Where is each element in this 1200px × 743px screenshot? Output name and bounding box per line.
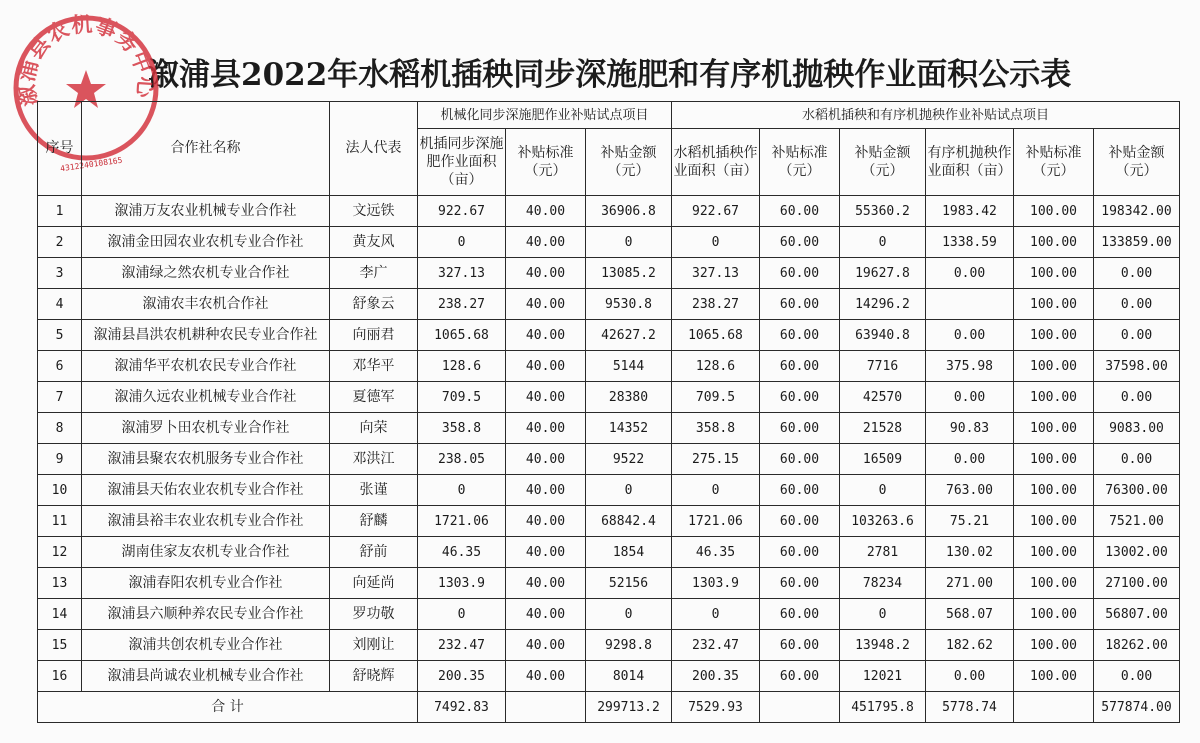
cell-c-area: 0.00	[926, 382, 1014, 413]
header-seq: 序号	[38, 102, 82, 196]
cell-b-std: 60.00	[760, 227, 840, 258]
table-row	[38, 196, 1180, 227]
cell-b-area: 128.6	[672, 351, 760, 382]
header-c-area: 有序机抛秧作业面积（亩）	[926, 129, 1014, 196]
cell-c-amt: 0.00	[1094, 320, 1180, 351]
cell-c-amt: 9083.00	[1094, 413, 1180, 444]
cell-c-std: 100.00	[1014, 289, 1094, 320]
cell-coop-name: 溆浦县裕丰农业农机专业合作社	[82, 506, 330, 537]
cell-c-area: 0.00	[926, 320, 1014, 351]
cell-a-std: 40.00	[506, 475, 586, 506]
cell-a-std: 40.00	[506, 351, 586, 382]
cell-b-std: 60.00	[760, 537, 840, 568]
header-b-std: 补贴标准（元）	[760, 129, 840, 196]
cell-a-amt: 14352	[586, 413, 672, 444]
cell-c-amt: 56807.00	[1094, 599, 1180, 630]
cell-seq: 5	[38, 320, 82, 351]
cell-seq: 16	[38, 661, 82, 692]
cell-coop-name: 溆浦罗卜田农机专业合作社	[82, 413, 330, 444]
cell-coop-name: 溆浦县昌洪农机耕种农民专业合作社	[82, 320, 330, 351]
cell-c-amt: 76300.00	[1094, 475, 1180, 506]
cell-seq: 11	[38, 506, 82, 537]
cell-a-area: 709.5	[418, 382, 506, 413]
total-c-amt: 577874.00	[1094, 692, 1180, 723]
total-c-std	[1014, 692, 1094, 723]
cell-seq: 4	[38, 289, 82, 320]
cell-a-area: 0	[418, 599, 506, 630]
cell-a-area: 0	[418, 227, 506, 258]
cell-b-area: 232.47	[672, 630, 760, 661]
header-a-std: 补贴标准（元）	[506, 129, 586, 196]
cell-a-amt: 36906.8	[586, 196, 672, 227]
cell-b-std: 60.00	[760, 196, 840, 227]
table-row	[38, 258, 1180, 289]
cell-a-std: 40.00	[506, 444, 586, 475]
cell-coop-name: 溆浦县尚诚农业机械专业合作社	[82, 661, 330, 692]
cell-b-std: 60.00	[760, 320, 840, 351]
cell-seq: 9	[38, 444, 82, 475]
cell-seq: 6	[38, 351, 82, 382]
cell-c-area: 182.62	[926, 630, 1014, 661]
cell-a-area: 922.67	[418, 196, 506, 227]
table-row	[38, 537, 1180, 568]
total-a-std	[506, 692, 586, 723]
cell-b-area: 1065.68	[672, 320, 760, 351]
cell-seq: 13	[38, 568, 82, 599]
cell-coop-name: 溆浦华平农机农民专业合作社	[82, 351, 330, 382]
cell-seq: 10	[38, 475, 82, 506]
cell-b-std: 60.00	[760, 289, 840, 320]
cell-seq: 15	[38, 630, 82, 661]
cell-a-std: 40.00	[506, 568, 586, 599]
cell-c-std: 100.00	[1014, 382, 1094, 413]
cell-c-amt: 0.00	[1094, 289, 1180, 320]
cell-a-amt: 9298.8	[586, 630, 672, 661]
cell-seq: 12	[38, 537, 82, 568]
cell-coop-name: 溆浦县聚农农机服务专业合作社	[82, 444, 330, 475]
cell-a-area: 200.35	[418, 661, 506, 692]
cell-a-area: 358.8	[418, 413, 506, 444]
cell-coop-name: 溆浦农丰农机合作社	[82, 289, 330, 320]
cell-a-area: 46.35	[418, 537, 506, 568]
cell-b-area: 709.5	[672, 382, 760, 413]
cell-c-area: 0.00	[926, 444, 1014, 475]
cell-legal-rep: 舒象云	[330, 289, 418, 320]
table-row	[38, 227, 1180, 258]
cell-c-std: 100.00	[1014, 630, 1094, 661]
cell-b-std: 60.00	[760, 444, 840, 475]
cell-b-std: 60.00	[760, 413, 840, 444]
cell-a-area: 238.05	[418, 444, 506, 475]
cell-c-amt: 0.00	[1094, 661, 1180, 692]
cell-b-amt: 12021	[840, 661, 926, 692]
header-group-b: 水稻机插秧和有序机抛秧作业补贴试点项目	[672, 102, 1180, 129]
cell-c-amt: 0.00	[1094, 258, 1180, 289]
cell-legal-rep: 舒麟	[330, 506, 418, 537]
cell-b-area: 0	[672, 227, 760, 258]
total-a-amt: 299713.2	[586, 692, 672, 723]
cell-a-std: 40.00	[506, 599, 586, 630]
cell-b-amt: 19627.8	[840, 258, 926, 289]
header-c-std: 补贴标准（元）	[1014, 129, 1094, 196]
total-b-area: 7529.93	[672, 692, 760, 723]
total-b-amt: 451795.8	[840, 692, 926, 723]
cell-c-std: 100.00	[1014, 537, 1094, 568]
cell-c-area: 75.21	[926, 506, 1014, 537]
cell-a-area: 1065.68	[418, 320, 506, 351]
cell-legal-rep: 张谨	[330, 475, 418, 506]
cell-b-std: 60.00	[760, 382, 840, 413]
cell-c-amt: 37598.00	[1094, 351, 1180, 382]
cell-seq: 3	[38, 258, 82, 289]
cell-b-area: 0	[672, 475, 760, 506]
cell-a-std: 40.00	[506, 289, 586, 320]
cell-legal-rep: 向荣	[330, 413, 418, 444]
header-a-amt: 补贴金额（元）	[586, 129, 672, 196]
cell-b-amt: 78234	[840, 568, 926, 599]
cell-a-std: 40.00	[506, 506, 586, 537]
cell-a-amt: 0	[586, 599, 672, 630]
cell-c-area	[926, 289, 1014, 320]
table-row	[38, 320, 1180, 351]
table-row	[38, 413, 1180, 444]
seal-serial: 4312240108165	[59, 155, 123, 174]
cell-b-amt: 21528	[840, 413, 926, 444]
cell-legal-rep: 罗功敬	[330, 599, 418, 630]
cell-a-amt: 68842.4	[586, 506, 672, 537]
cell-b-amt: 14296.2	[840, 289, 926, 320]
header-a-area: 机插同步深施肥作业面积（亩）	[418, 129, 506, 196]
cell-c-std: 100.00	[1014, 320, 1094, 351]
table-row	[38, 382, 1180, 413]
cell-a-amt: 28380	[586, 382, 672, 413]
cell-a-amt: 8014	[586, 661, 672, 692]
cell-b-std: 60.00	[760, 506, 840, 537]
cell-a-std: 40.00	[506, 630, 586, 661]
cell-legal-rep: 向延尚	[330, 568, 418, 599]
cell-b-area: 200.35	[672, 661, 760, 692]
table-row	[38, 351, 1180, 382]
header-c-amt: 补贴金额（元）	[1094, 129, 1180, 196]
cell-c-amt: 27100.00	[1094, 568, 1180, 599]
cell-b-area: 1303.9	[672, 568, 760, 599]
total-label: 合 计	[38, 692, 418, 723]
cell-a-area: 1303.9	[418, 568, 506, 599]
cell-a-amt: 5144	[586, 351, 672, 382]
cell-c-std: 100.00	[1014, 599, 1094, 630]
cell-c-amt: 133859.00	[1094, 227, 1180, 258]
header-b-area: 水稻机插秧作业面积（亩）	[672, 129, 760, 196]
cell-legal-rep: 舒前	[330, 537, 418, 568]
cell-b-std: 60.00	[760, 475, 840, 506]
subsidy-table	[37, 101, 1180, 723]
cell-a-std: 40.00	[506, 258, 586, 289]
cell-b-area: 275.15	[672, 444, 760, 475]
cell-b-amt: 63940.8	[840, 320, 926, 351]
total-a-area: 7492.83	[418, 692, 506, 723]
header-group-a: 机械化同步深施肥作业补贴试点项目	[418, 102, 672, 129]
cell-b-amt: 16509	[840, 444, 926, 475]
cell-legal-rep: 黄友风	[330, 227, 418, 258]
cell-b-area: 327.13	[672, 258, 760, 289]
cell-c-amt: 0.00	[1094, 382, 1180, 413]
table-row	[38, 506, 1180, 537]
table-row	[38, 599, 1180, 630]
cell-b-area: 0	[672, 599, 760, 630]
cell-b-std: 60.00	[760, 258, 840, 289]
cell-c-std: 100.00	[1014, 475, 1094, 506]
cell-b-area: 46.35	[672, 537, 760, 568]
cell-c-area: 90.83	[926, 413, 1014, 444]
cell-a-std: 40.00	[506, 320, 586, 351]
cell-coop-name: 湖南佳家友农机专业合作社	[82, 537, 330, 568]
cell-c-std: 100.00	[1014, 661, 1094, 692]
cell-c-area: 763.00	[926, 475, 1014, 506]
seal-text: 溆浦县农机事务中心	[14, 12, 158, 109]
total-b-std	[760, 692, 840, 723]
cell-coop-name: 溆浦久远农业机械专业合作社	[82, 382, 330, 413]
cell-coop-name: 溆浦共创农机专业合作社	[82, 630, 330, 661]
cell-c-area: 568.07	[926, 599, 1014, 630]
cell-b-std: 60.00	[760, 661, 840, 692]
cell-a-amt: 1854	[586, 537, 672, 568]
cell-a-std: 40.00	[506, 196, 586, 227]
cell-seq: 1	[38, 196, 82, 227]
cell-coop-name: 溆浦金田园农业农机专业合作社	[82, 227, 330, 258]
cell-c-area: 0.00	[926, 258, 1014, 289]
cell-a-area: 327.13	[418, 258, 506, 289]
cell-b-amt: 103263.6	[840, 506, 926, 537]
cell-c-amt: 0.00	[1094, 444, 1180, 475]
total-row	[38, 692, 1180, 723]
cell-c-area: 1338.59	[926, 227, 1014, 258]
cell-c-std: 100.00	[1014, 258, 1094, 289]
cell-c-std: 100.00	[1014, 227, 1094, 258]
cell-c-amt: 7521.00	[1094, 506, 1180, 537]
cell-a-amt: 13085.2	[586, 258, 672, 289]
cell-c-amt: 13002.00	[1094, 537, 1180, 568]
cell-b-amt: 42570	[840, 382, 926, 413]
cell-legal-rep: 李广	[330, 258, 418, 289]
table-row	[38, 661, 1180, 692]
cell-b-area: 922.67	[672, 196, 760, 227]
cell-coop-name: 溆浦县天佑农业农机专业合作社	[82, 475, 330, 506]
header-coop-name: 合作社名称	[82, 102, 330, 196]
cell-legal-rep: 舒晓辉	[330, 661, 418, 692]
table-row	[38, 630, 1180, 661]
cell-coop-name: 溆浦县六顺种养农民专业合作社	[82, 599, 330, 630]
cell-b-area: 358.8	[672, 413, 760, 444]
cell-c-area: 1983.42	[926, 196, 1014, 227]
cell-coop-name: 溆浦绿之然农机专业合作社	[82, 258, 330, 289]
cell-a-std: 40.00	[506, 413, 586, 444]
cell-c-area: 375.98	[926, 351, 1014, 382]
cell-b-amt: 0	[840, 599, 926, 630]
cell-seq: 7	[38, 382, 82, 413]
cell-a-std: 40.00	[506, 382, 586, 413]
cell-b-std: 60.00	[760, 599, 840, 630]
cell-b-area: 238.27	[672, 289, 760, 320]
table-row	[38, 568, 1180, 599]
cell-b-std: 60.00	[760, 630, 840, 661]
cell-a-amt: 42627.2	[586, 320, 672, 351]
cell-legal-rep: 文远铁	[330, 196, 418, 227]
cell-a-std: 40.00	[506, 661, 586, 692]
cell-c-std: 100.00	[1014, 506, 1094, 537]
cell-c-area: 0.00	[926, 661, 1014, 692]
cell-seq: 14	[38, 599, 82, 630]
cell-b-amt: 13948.2	[840, 630, 926, 661]
cell-a-std: 40.00	[506, 537, 586, 568]
page-title: 溆浦县2022年水稻机插秧同步深施肥和有序机抛秧作业面积公示表	[148, 57, 1072, 93]
cell-b-amt: 55360.2	[840, 196, 926, 227]
cell-a-amt: 9530.8	[586, 289, 672, 320]
table-row	[38, 444, 1180, 475]
cell-b-amt: 0	[840, 227, 926, 258]
cell-c-area: 271.00	[926, 568, 1014, 599]
cell-b-std: 60.00	[760, 351, 840, 382]
cell-c-area: 130.02	[926, 537, 1014, 568]
cell-legal-rep: 向丽君	[330, 320, 418, 351]
cell-c-std: 100.00	[1014, 444, 1094, 475]
cell-coop-name: 溆浦春阳农机专业合作社	[82, 568, 330, 599]
cell-legal-rep: 刘刚让	[330, 630, 418, 661]
cell-a-area: 232.47	[418, 630, 506, 661]
cell-seq: 2	[38, 227, 82, 258]
cell-a-std: 40.00	[506, 227, 586, 258]
cell-c-amt: 18262.00	[1094, 630, 1180, 661]
cell-c-std: 100.00	[1014, 196, 1094, 227]
cell-a-amt: 52156	[586, 568, 672, 599]
cell-a-amt: 0	[586, 227, 672, 258]
cell-c-std: 100.00	[1014, 351, 1094, 382]
cell-legal-rep: 邓华平	[330, 351, 418, 382]
cell-c-amt: 198342.00	[1094, 196, 1180, 227]
cell-b-area: 1721.06	[672, 506, 760, 537]
cell-a-area: 0	[418, 475, 506, 506]
cell-a-area: 128.6	[418, 351, 506, 382]
cell-seq: 8	[38, 413, 82, 444]
cell-a-area: 238.27	[418, 289, 506, 320]
header-legal-rep: 法人代表	[330, 102, 418, 196]
cell-legal-rep: 邓洪江	[330, 444, 418, 475]
table-row	[38, 289, 1180, 320]
cell-a-area: 1721.06	[418, 506, 506, 537]
cell-a-amt: 0	[586, 475, 672, 506]
total-c-area: 5778.74	[926, 692, 1014, 723]
cell-a-amt: 9522	[586, 444, 672, 475]
cell-b-amt: 2781	[840, 537, 926, 568]
cell-c-std: 100.00	[1014, 413, 1094, 444]
cell-coop-name: 溆浦万友农业机械专业合作社	[82, 196, 330, 227]
cell-b-amt: 7716	[840, 351, 926, 382]
cell-b-std: 60.00	[760, 568, 840, 599]
cell-legal-rep: 夏德军	[330, 382, 418, 413]
header-b-amt: 补贴金额（元）	[840, 129, 926, 196]
cell-b-amt: 0	[840, 475, 926, 506]
cell-c-std: 100.00	[1014, 568, 1094, 599]
table-row	[38, 475, 1180, 506]
